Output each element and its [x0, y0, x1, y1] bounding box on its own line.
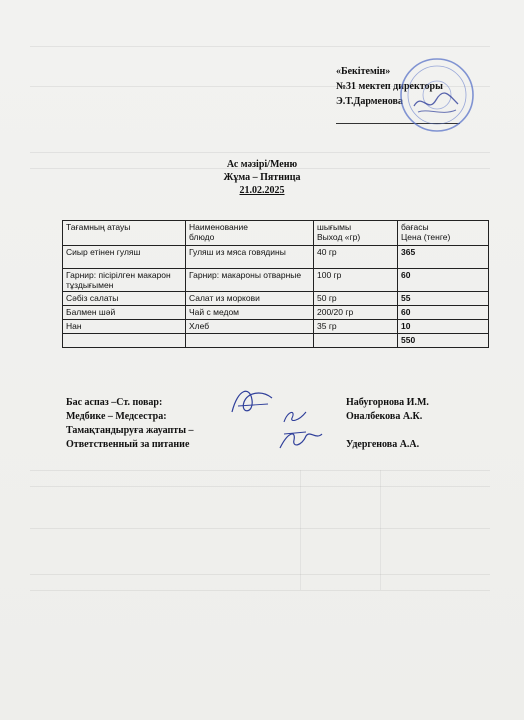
show-through-line [30, 470, 490, 471]
table-total-row [63, 334, 489, 348]
show-through-line [30, 590, 490, 591]
header-dish-ru: Наименование блюдо [186, 221, 314, 246]
cell-empty [63, 334, 186, 348]
show-through-line [30, 574, 490, 575]
cell-dish-ru: Чай с медом [186, 306, 314, 320]
cell-empty [186, 334, 314, 348]
table-row [63, 246, 489, 269]
staff-role: Ответственный за питание [66, 439, 190, 450]
cell-price: 60 [398, 269, 489, 292]
signature-nurse-icon [280, 406, 310, 426]
show-through-line [300, 470, 301, 590]
cell-dish-ru: Салат из моркови [186, 292, 314, 306]
approval-director-name: Э.Т.Дарменова [336, 96, 403, 107]
approval-position: №31 мектеп директоры [336, 81, 443, 92]
show-through-line [30, 486, 490, 487]
approval-title: «Бекітемін» [336, 66, 391, 77]
header-price: бағасы Цена (тенге) [398, 221, 489, 246]
cell-dish-ru: Хлеб [186, 320, 314, 334]
menu-day: Жұма – Пятница [223, 172, 301, 183]
table-row [63, 306, 489, 320]
cell-price: 365 [398, 246, 489, 269]
cell-dish-ru: Гарнир: макароны отварные [186, 269, 314, 292]
cell-yield: 50 гр [314, 292, 398, 306]
signature-chef-icon [228, 384, 278, 418]
menu-title: Ас мәзірі/Меню [226, 159, 298, 170]
cell-dish-ru: Гуляш из мяса говядины [186, 246, 314, 269]
cell-yield: 200/20 гр [314, 306, 398, 320]
staff-name: Удергенова А.А. [346, 439, 420, 450]
signature-responsible-icon [276, 426, 326, 454]
staff-name: Набугорнова И.М. [346, 397, 429, 408]
cell-yield: 35 гр [314, 320, 398, 334]
menu-date: 21.02.2025 [239, 185, 285, 196]
menu-table [62, 220, 489, 348]
header-yield: шығымы Выход «гр) [314, 221, 398, 246]
cell-price: 60 [398, 306, 489, 320]
staff-name: Оналбекова А.К. [346, 411, 423, 422]
table-row [63, 269, 489, 292]
cell-price: 55 [398, 292, 489, 306]
show-through-line [30, 46, 490, 47]
cell-dish-kz: Сәбіз салаты [63, 292, 186, 306]
school-stamp-icon [398, 56, 476, 134]
cell-yield: 100 гр [314, 269, 398, 292]
header-dish-kz: Тағамның атауы [63, 221, 186, 246]
show-through-line [30, 152, 490, 153]
cell-total-price: 550 [398, 334, 489, 348]
table-header-row [63, 221, 489, 246]
table-row [63, 320, 489, 334]
cell-dish-kz: Балмен шәй [63, 306, 186, 320]
show-through-line [380, 470, 381, 590]
staff-role: Тамақтандыруға жауапты – [66, 425, 194, 436]
table-row [63, 292, 489, 306]
cell-price: 10 [398, 320, 489, 334]
cell-dish-kz: Сиыр етінен гуляш [63, 246, 186, 269]
cell-dish-kz: Гарнир: пісірілген макарон тұздығымен [63, 269, 186, 292]
staff-role: Медбике – Медсестра: [66, 411, 167, 422]
cell-yield: 40 гр [314, 246, 398, 269]
staff-role: Бас аспаз –Ст. повар: [66, 397, 163, 408]
menu-heading [0, 158, 524, 197]
show-through-line [30, 528, 490, 529]
cell-empty [314, 334, 398, 348]
cell-dish-kz: Нан [63, 320, 186, 334]
